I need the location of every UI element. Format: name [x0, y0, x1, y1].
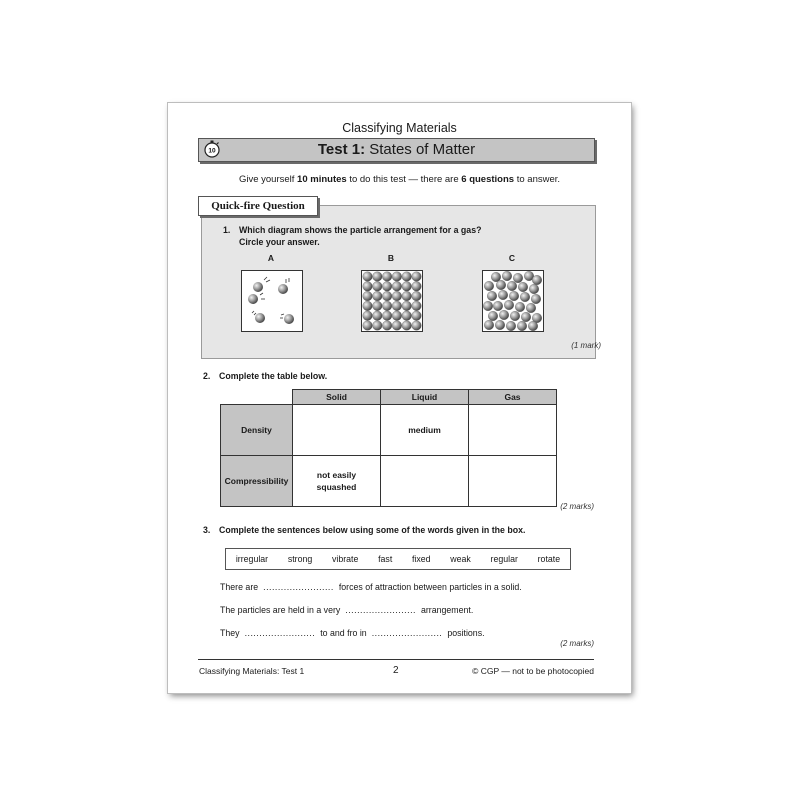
test-title-bar: [198, 138, 595, 162]
q3-marks: (2 marks): [560, 639, 594, 648]
particle: [248, 294, 258, 304]
intro-text: [168, 174, 631, 185]
particle: [363, 321, 373, 331]
particle: [373, 311, 383, 321]
intro-part: to answer.: [514, 174, 561, 185]
worksheet-page: [168, 103, 631, 693]
particle: [392, 272, 402, 282]
answer-blank[interactable]: ........................: [263, 582, 334, 592]
particle: [402, 291, 412, 301]
particle: [255, 313, 265, 323]
particle: [488, 311, 498, 321]
particle: [412, 301, 422, 311]
particle: [506, 321, 516, 331]
sentence-text: forces of attraction between particles in a solid.: [338, 582, 522, 592]
sentence-2: [220, 605, 473, 615]
particle: [487, 291, 497, 301]
particle: [502, 271, 512, 281]
option-label-a: A: [267, 253, 275, 263]
particle: [392, 301, 402, 311]
cell-density-solid[interactable]: [293, 405, 381, 456]
sentence-text: arrangement.: [420, 605, 474, 615]
sentence-text: There are: [220, 582, 259, 592]
sentence-text: to and fro in: [320, 628, 367, 638]
sentence-text: positions.: [447, 628, 485, 638]
quickfire-tab: Quick-fire Question: [198, 196, 318, 216]
particle: [363, 272, 373, 282]
particle: [373, 272, 383, 282]
row-header-density: Density: [221, 405, 293, 456]
answer-blank[interactable]: ........................: [244, 628, 316, 638]
particle: [402, 311, 412, 321]
particle: [493, 301, 503, 311]
particle: [412, 321, 422, 331]
particle: [520, 292, 530, 302]
particle: [510, 311, 520, 321]
particle: [521, 312, 531, 322]
intro-minutes: 10 minutes: [297, 174, 347, 185]
intro-part: to do this test — there are: [346, 174, 462, 185]
option-label-b: B: [387, 253, 395, 263]
particle: [526, 303, 536, 313]
test-name: States of Matter: [365, 141, 476, 158]
particle: [513, 273, 523, 283]
particle: [373, 301, 383, 311]
particle: [363, 282, 373, 292]
q2-marks: (2 marks): [560, 502, 594, 511]
particle: [412, 282, 422, 292]
answer-blank[interactable]: ........................: [345, 605, 416, 615]
properties-table: [220, 389, 557, 507]
cell-compress-gas[interactable]: [469, 456, 557, 507]
q1-marks: (1 mark): [571, 341, 601, 350]
particle: [382, 272, 392, 282]
word-bank-item: regular: [490, 554, 518, 564]
particle: [484, 281, 494, 291]
word-bank-item: fixed: [411, 554, 431, 564]
particle: [484, 320, 494, 330]
particle: [504, 300, 514, 310]
column-header-solid: Solid: [293, 390, 381, 405]
particle: [496, 280, 506, 290]
word-bank: [225, 548, 571, 570]
particle: [412, 272, 422, 282]
particle: [529, 284, 539, 294]
particle: [499, 310, 509, 320]
word-bank-item: fast: [378, 554, 393, 564]
sentence-1: [220, 582, 522, 592]
particle: [412, 291, 422, 301]
particle: [483, 301, 493, 311]
sentence-text: The particles are held in a very: [220, 605, 341, 615]
particle: [382, 282, 392, 292]
diagram-c-liquid[interactable]: [482, 270, 544, 332]
particle: [518, 282, 528, 292]
test-title: [199, 141, 594, 158]
timer-value: 10: [208, 147, 216, 155]
particle: [392, 282, 402, 292]
particle: [509, 291, 519, 301]
intro-part: Give yourself: [238, 174, 298, 185]
table-corner: [221, 390, 293, 405]
q2-number: 2.: [203, 371, 211, 381]
page-number: 2: [393, 665, 399, 676]
row-header-compressibility: Compressibility: [221, 456, 293, 507]
cell-density-liquid: medium: [381, 405, 469, 456]
section-title: Classifying Materials: [342, 121, 457, 135]
particle: [507, 281, 517, 291]
particle: [515, 302, 525, 312]
particle: [402, 321, 412, 331]
particle: [373, 321, 383, 331]
word-bank-item: rotate: [537, 554, 561, 564]
test-number: Test 1:: [317, 141, 366, 158]
particle: [278, 284, 288, 294]
sentence-3: [220, 628, 485, 638]
question-number: 1.: [223, 225, 231, 235]
particle: [363, 291, 373, 301]
particle: [382, 291, 392, 301]
cell-compress-liquid[interactable]: [381, 456, 469, 507]
particle: [363, 301, 373, 311]
table-row: [221, 456, 557, 507]
particle: [392, 311, 402, 321]
particle: [373, 282, 383, 292]
question-line: Circle your answer.: [239, 237, 320, 247]
sentence-text: They: [220, 628, 240, 638]
particle: [373, 291, 383, 301]
particle: [284, 314, 294, 324]
particle: [382, 311, 392, 321]
column-header-gas: Gas: [469, 390, 557, 405]
particle: [531, 294, 541, 304]
q2-prompt: Complete the table below.: [219, 371, 328, 381]
table-row: [221, 405, 557, 456]
word-bank-item: weak: [450, 554, 471, 564]
particle: [532, 275, 542, 285]
q3-prompt: Complete the sentences below using some of the words given in the box.: [219, 525, 526, 535]
word-bank-item: irregular: [235, 554, 269, 564]
particle: [253, 282, 263, 292]
particle: [363, 311, 373, 321]
q3-number: 3.: [203, 525, 211, 535]
particle: [412, 311, 422, 321]
particle: [392, 321, 402, 331]
particle: [402, 272, 412, 282]
cell-density-gas[interactable]: [469, 405, 557, 456]
answer-blank[interactable]: ........................: [371, 628, 443, 638]
cell-compress-solid: not easily squashed: [293, 456, 381, 507]
diagram-a-gas[interactable]: [241, 270, 303, 332]
particle: [495, 320, 505, 330]
particle: [402, 301, 412, 311]
particle: [382, 321, 392, 331]
word-bank-item: strong: [287, 554, 313, 564]
footer-right: © CGP — not to be photocopied: [472, 666, 594, 676]
particle: [498, 290, 508, 300]
option-label-c: C: [508, 253, 516, 263]
diagram-b-solid[interactable]: [361, 270, 423, 332]
particle: [402, 282, 412, 292]
intro-questions: 6 questions: [461, 174, 515, 185]
particle: [392, 291, 402, 301]
particle: [528, 321, 538, 331]
footer-left: Classifying Materials: Test 1: [199, 666, 305, 676]
column-header-liquid: Liquid: [381, 390, 469, 405]
footer-divider: [198, 659, 594, 660]
particle: [382, 301, 392, 311]
word-bank-item: vibrate: [331, 554, 359, 564]
particle: [517, 321, 527, 331]
question-line: Which diagram shows the particle arrangement for a gas?: [239, 225, 482, 235]
